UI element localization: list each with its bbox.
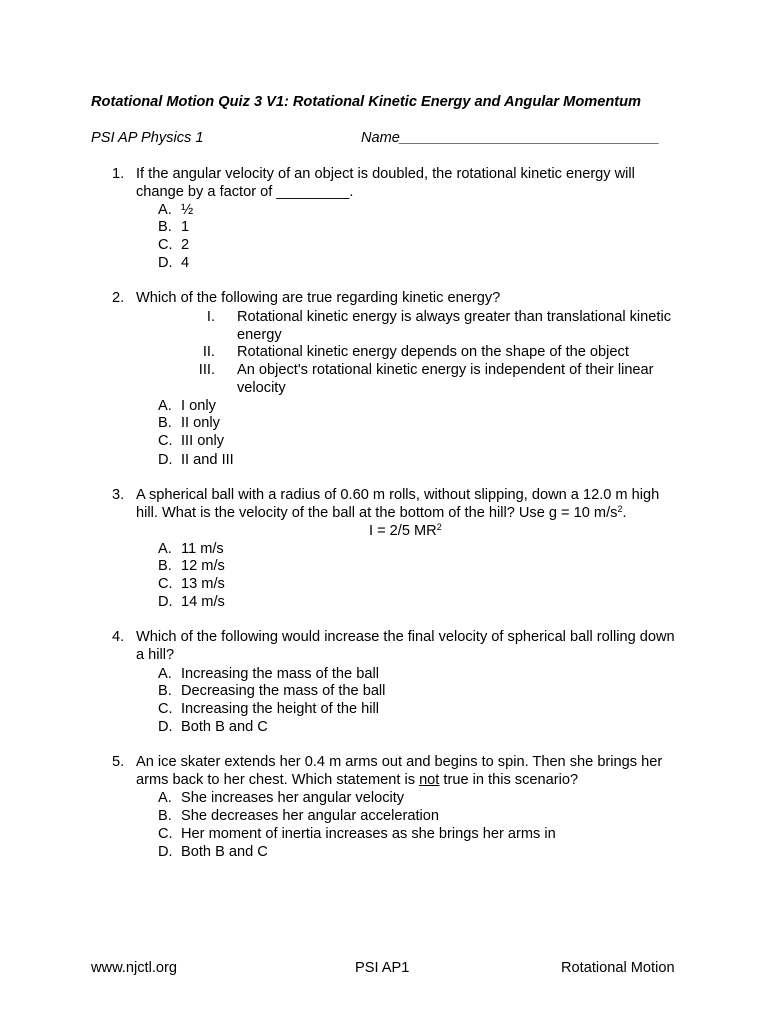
option-text: Both B and C — [181, 844, 268, 860]
option-b — [158, 414, 220, 432]
option-letter: B. — [158, 415, 172, 431]
option-d — [158, 451, 234, 469]
option-letter: D. — [158, 594, 173, 610]
question-number: 1. — [112, 166, 125, 182]
option-letter: C. — [158, 576, 173, 592]
option-text: 2 — [181, 237, 190, 253]
option-b — [158, 682, 385, 700]
option-letter: A. — [158, 541, 172, 557]
option-b — [158, 807, 439, 825]
option-a — [158, 397, 216, 415]
superscript: 2 — [617, 504, 623, 514]
superscript: 2 — [436, 522, 442, 532]
option-b — [158, 218, 189, 236]
statement-text: An object's rotational kinetic energy is independent of their linear velocity — [237, 362, 654, 396]
option-text: 11 m/s — [181, 541, 224, 557]
question-number: 3. — [112, 487, 125, 503]
option-a — [158, 789, 404, 807]
option-text: III only — [181, 433, 224, 449]
option-text: Both B and C — [181, 719, 268, 735]
option-a — [158, 540, 224, 558]
option-letter: B. — [158, 558, 172, 574]
question-text: If the angular velocity of an object is doubled, the rotational kinetic energy will change by a factor of _________. — [136, 166, 635, 200]
option-text: She increases her angular velocity — [181, 790, 405, 806]
option-d — [158, 254, 189, 272]
option-letter: D. — [158, 255, 173, 271]
question-text-main: A spherical ball with a radius of 0.60 m rolls, without slipping, down a 12.0 m high hill. What is the velocity of the ball at the bottom of the hill? Use g = 10 m/s — [136, 487, 660, 521]
option-text: Decreasing the mass of the ball — [181, 683, 386, 699]
option-c — [158, 236, 189, 254]
option-letter: D. — [158, 719, 173, 735]
question-number: 5. — [112, 754, 125, 770]
option-text: 13 m/s — [181, 576, 225, 592]
statement-text: Rotational kinetic energy is always greater than translational kinetic energy — [237, 309, 671, 343]
name-field-label: Name________________________________ — [361, 130, 660, 146]
question-text-end: . — [622, 505, 627, 521]
option-d — [158, 843, 268, 861]
option-d — [158, 593, 225, 611]
question-text — [136, 753, 681, 789]
option-letter: D. — [158, 844, 173, 860]
option-text: I only — [181, 398, 216, 414]
option-letter: C. — [158, 826, 173, 842]
option-letter: C. — [158, 701, 173, 717]
emphasis-not: not — [419, 772, 440, 788]
footer-course: PSI AP1 — [355, 960, 410, 976]
option-a — [158, 665, 379, 683]
option-letter: A. — [158, 398, 172, 414]
footer-unit: Rotational Motion — [561, 960, 675, 976]
option-text: 12 m/s — [181, 558, 225, 574]
option-letter: A. — [158, 202, 172, 218]
option-c — [158, 700, 379, 718]
option-c — [158, 825, 556, 843]
footer-website: www.njctl.org — [91, 960, 177, 976]
question-number: 2. — [112, 290, 125, 306]
option-letter: C. — [158, 433, 173, 449]
option-c — [158, 575, 225, 593]
option-letter: B. — [158, 219, 172, 235]
option-text: Increasing the mass of the ball — [181, 666, 379, 682]
option-text: II and III — [181, 452, 234, 468]
option-text: 4 — [181, 255, 190, 271]
option-letter: D. — [158, 452, 173, 468]
question-text — [136, 486, 681, 522]
question-text: Which of the following would increase the final velocity of spherical ball rolling down a hill? — [136, 629, 675, 663]
option-letter: B. — [158, 683, 172, 699]
question-number: 4. — [112, 629, 125, 645]
option-text: ½ — [181, 202, 194, 218]
roman-numeral: I. — [206, 309, 215, 325]
option-text: II only — [181, 415, 220, 431]
formula-text: I = 2/5 MR — [369, 523, 437, 539]
option-d — [158, 718, 268, 736]
option-letter: A. — [158, 666, 172, 682]
roman-numeral: III. — [198, 362, 215, 378]
option-text: Her moment of inertia increases as she brings her arms in — [181, 826, 556, 842]
roman-numeral: II. — [202, 344, 215, 360]
option-c — [158, 432, 224, 450]
option-text: 14 m/s — [181, 594, 225, 610]
option-a — [158, 201, 193, 219]
option-text: She decreases her angular acceleration — [181, 808, 439, 824]
question-text-main: An ice skater extends her 0.4 m arms out and begins to spin. Then she brings her arms back to her chest. Which statement is — [136, 754, 663, 788]
option-letter: A. — [158, 790, 172, 806]
option-b — [158, 557, 225, 575]
course-name: PSI AP Physics 1 — [91, 130, 204, 146]
option-text: 1 — [181, 219, 190, 235]
question-text-end: true in this scenario? — [439, 772, 579, 788]
quiz-title: Rotational Motion Quiz 3 V1: Rotational Kinetic Energy and Angular Momentum — [91, 94, 641, 110]
option-letter: C. — [158, 237, 173, 253]
option-letter: B. — [158, 808, 172, 824]
option-text: Increasing the height of the hill — [181, 701, 379, 717]
moment-of-inertia-formula — [369, 522, 442, 540]
statement-text: Rotational kinetic energy depends on the shape of the object — [237, 344, 629, 360]
question-text: Which of the following are true regarding kinetic energy? — [136, 290, 501, 306]
